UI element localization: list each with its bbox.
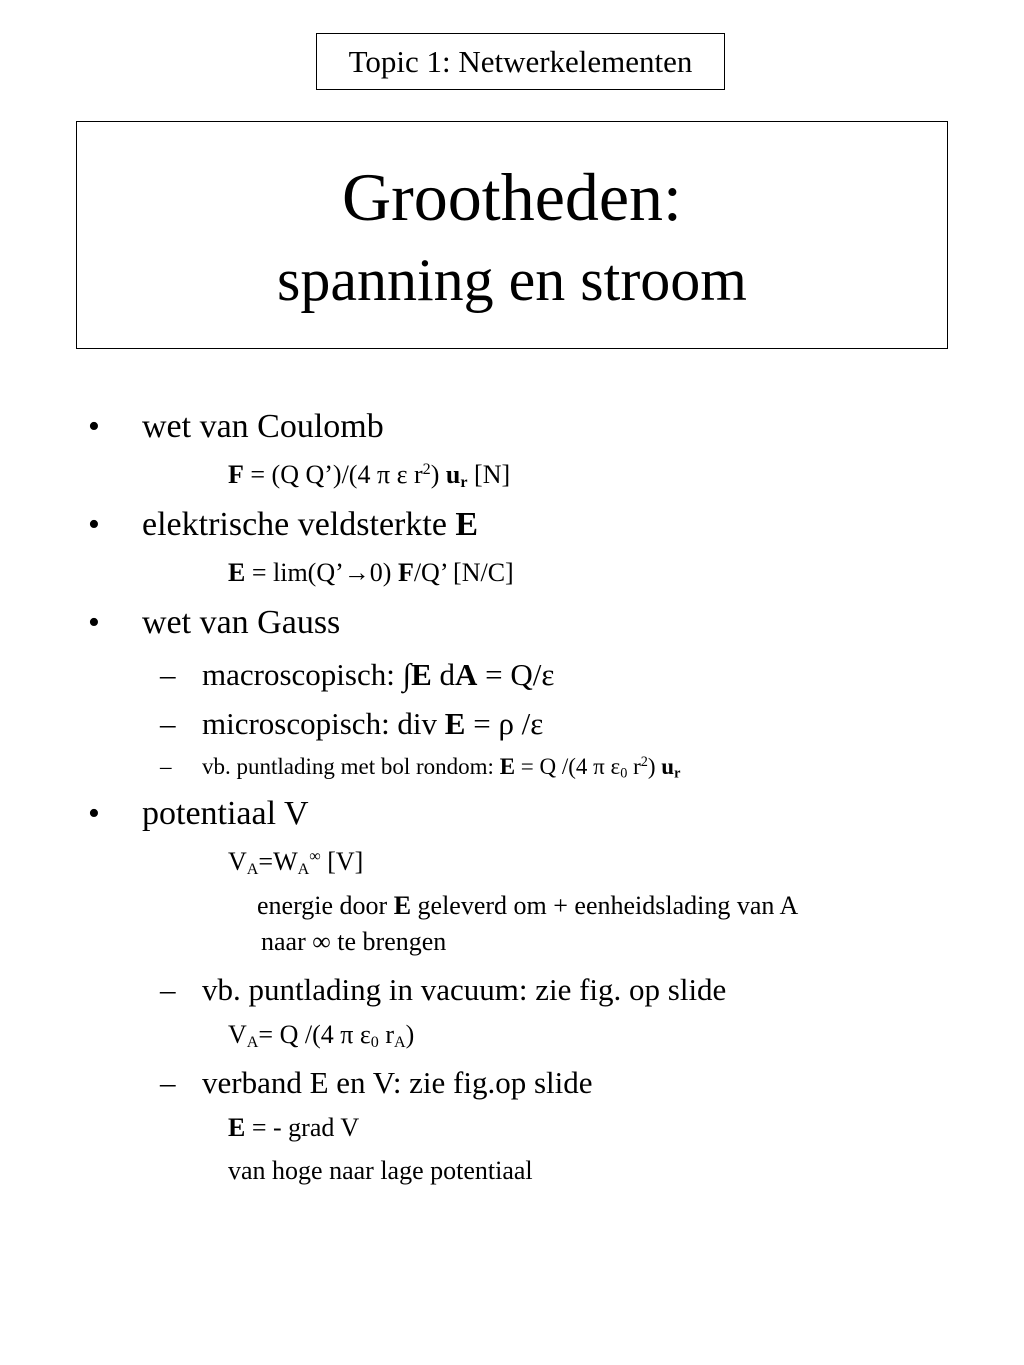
- potential-desc-line1: energie door E geleverd om + eenheidslading van A: [257, 891, 799, 920]
- gradient-formula: E = - grad V: [228, 1113, 360, 1142]
- bullet-potential: potentiaal V: [142, 795, 309, 832]
- bullet-marker: •: [88, 408, 100, 445]
- potential-direction-note: van hoge naar lage potentiaal: [228, 1156, 533, 1185]
- coulomb-formula: F = (Q Q’)/(4 π ε $r^2$) $u_r$ [N]: [228, 460, 511, 492]
- bullet-marker: •: [88, 795, 100, 832]
- dash-marker: –: [160, 706, 176, 741]
- dash-marker: –: [160, 1065, 176, 1100]
- dash-marker: –: [160, 972, 176, 1007]
- slide-subtitle: spanning en stroom: [277, 247, 747, 313]
- gauss-macro: macroscopisch: ∫E dA = Q/ε: [202, 657, 555, 692]
- topic-label: Topic 1: Netwerkelementen: [316, 33, 725, 90]
- field-formula: E = lim(Q’→0) F/Q’ [N/C]: [228, 558, 514, 587]
- potential-formula: $V_A=W_A^\infty$ [V]: [228, 847, 364, 879]
- slide-title: Grootheden:: [342, 159, 682, 235]
- bullet-marker: •: [88, 506, 100, 543]
- potential-desc-line2: naar ∞ te brengen: [261, 927, 447, 956]
- vacuum-formula: $V_A= Q$ /(4 π $\varepsilon_0$ $r_A$): [228, 1020, 415, 1052]
- bullet-field: elektrische veldsterkte E: [142, 506, 479, 543]
- potential-vacuum: vb. puntlading in vacuum: zie fig. op slide: [202, 972, 727, 1007]
- potential-verband: verband E en V: zie fig.op slide: [202, 1065, 593, 1100]
- dash-marker: –: [160, 657, 176, 692]
- title-box: [76, 121, 948, 349]
- bullet-marker: •: [88, 604, 100, 641]
- bullet-coulomb: wet van Coulomb: [142, 408, 384, 445]
- gauss-example: vb. puntlading met bol rondom: E = Q /(4 π $\varepsilon_0$ $r^2$) $u_r$: [202, 754, 681, 782]
- gauss-micro: microscopisch: div E = ρ /ε: [202, 706, 544, 741]
- bullet-gauss: wet van Gauss: [142, 604, 341, 641]
- dash-marker: –: [160, 754, 172, 779]
